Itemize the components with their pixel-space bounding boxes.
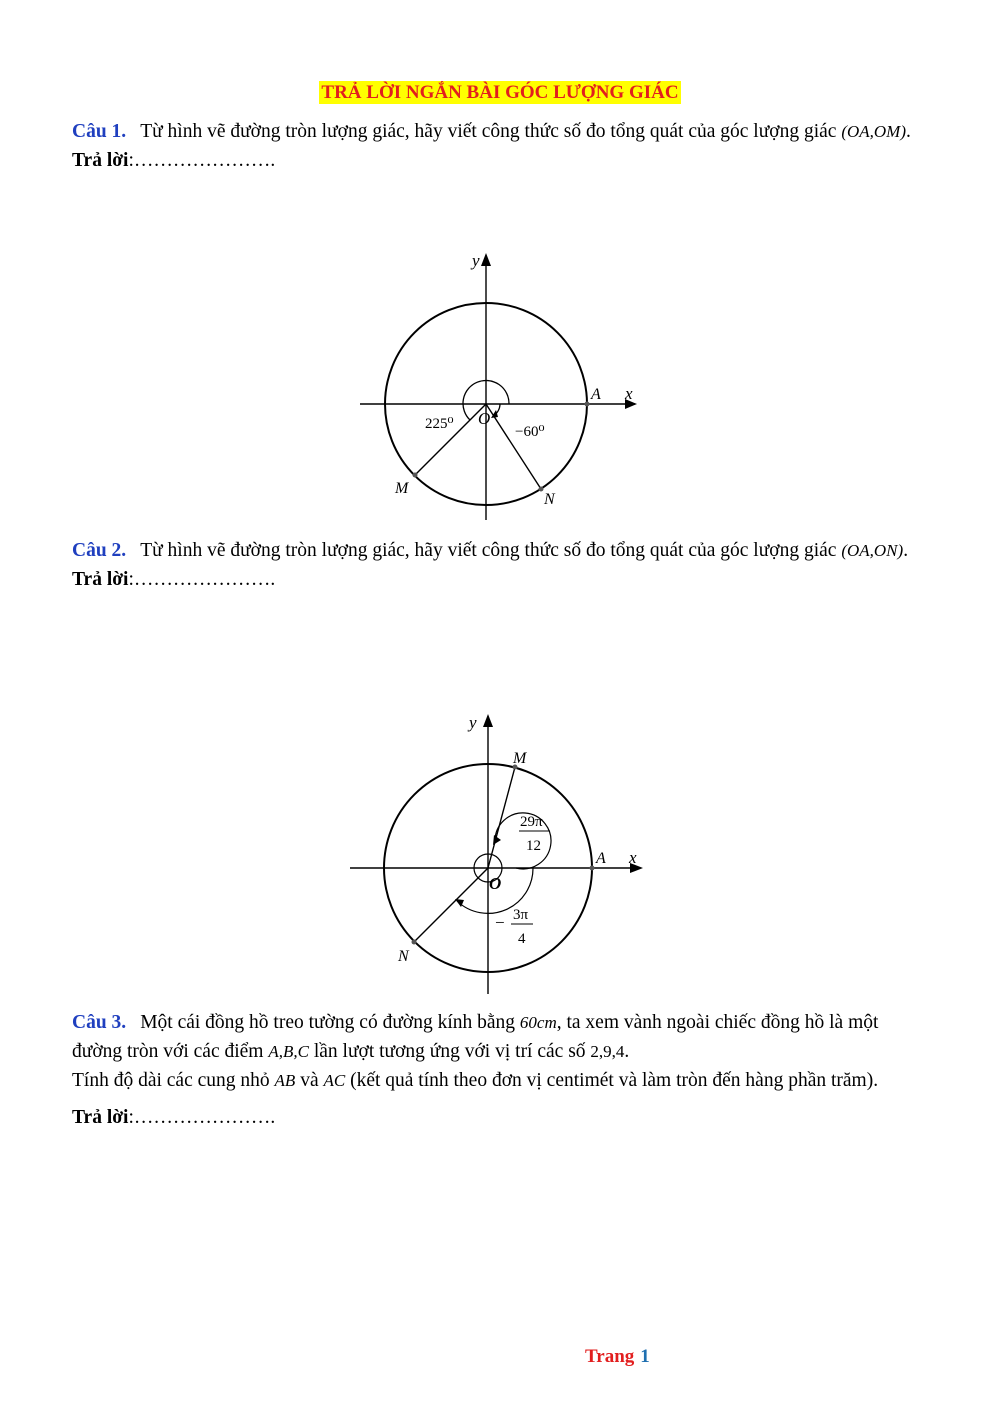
fig2-point-m-label: M <box>513 750 527 767</box>
fig2-origin-label: O <box>489 874 502 893</box>
page-footer <box>585 1346 650 1368</box>
fig1-x-label: x <box>625 384 633 403</box>
footer-page-number: 1 <box>640 1346 650 1367</box>
fig2-radius-m <box>488 767 515 868</box>
footer-page-word: Trang <box>585 1346 635 1367</box>
fig1-y-arrow-icon <box>481 253 491 266</box>
fig2-angle-m-denominator: 12 <box>526 838 541 854</box>
question-3-text: Câu 3. Một cái đồng hồ treo tường có đường kính bằng 60cm, ta xem vành ngoài chiếc đồng hồ là một đường tròn với các điểm A,B,C lần lượt tương ứng với vị trí các số 2,9,4. <box>72 1012 879 1062</box>
fig1-point-a-dot <box>585 402 590 407</box>
figure-2-unit-circle <box>345 708 655 998</box>
question-1-label: Câu 1. <box>72 121 127 142</box>
question-2-text: Câu 2. Từ hình vẽ đường tròn lượng giác, hãy viết công thức số đo tổng quát của góc lượng giác (OA,ON). <box>72 540 909 561</box>
fig1-point-m-label: M <box>395 480 409 497</box>
question-1-text: Câu 1. Từ hình vẽ đường tròn lượng giác, hãy viết công thức số đo tổng quát của góc lượng giác (OA,OM). <box>72 121 911 142</box>
fig2-point-a-label: A <box>596 850 606 867</box>
fig1-point-n-dot <box>539 487 544 492</box>
question-2 <box>72 536 922 594</box>
question-2-answer: Trả lời:…………………. <box>72 569 276 590</box>
fig2-y-arrow-icon <box>483 714 493 727</box>
fig2-point-n-dot <box>412 940 417 945</box>
fig1-y-label: y <box>472 251 480 270</box>
page-title: TRẢ LỜI NGẮN BÀI GÓC LƯỢNG GIÁC <box>321 82 679 103</box>
fig1-radius-m <box>415 404 486 475</box>
question-3 <box>72 1008 922 1132</box>
question-1-math: (OA,OM) <box>841 122 906 141</box>
fig2-angle-n-denominator: 4 <box>518 931 526 947</box>
fig2-angle-n-numerator: 3π <box>513 907 529 923</box>
fig1-point-n-label: N <box>544 491 555 508</box>
fig1-angle-225-label: 225⁰ <box>425 416 454 432</box>
question-3-text-2: Tính độ dài các cung nhỏ AB và AC (kết quả tính theo đơn vị centimét và làm tròn đến hàng phần trăm). <box>72 1070 879 1091</box>
fig1-point-a-label: A <box>591 386 601 403</box>
question-3-label: Câu 3. <box>72 1012 127 1033</box>
fig2-point-a-dot <box>590 866 595 871</box>
fig2-angle-m-numerator: 29π <box>520 814 543 830</box>
question-1-answer: Trả lời:…………………. <box>72 150 276 171</box>
question-2-label: Câu 2. <box>72 540 127 561</box>
figure-1-unit-circle <box>355 248 645 523</box>
fig2-point-n-label: N <box>398 948 409 965</box>
fig1-point-m-dot <box>413 473 418 478</box>
question-2-math: (OA,ON) <box>841 541 904 560</box>
fig1-origin-label: O <box>478 409 491 428</box>
fig2-radius-n <box>414 868 488 942</box>
question-1 <box>72 117 922 175</box>
fig2-x-label: x <box>629 848 637 867</box>
fig2-angle-n-sign: − <box>495 913 505 932</box>
question-3-answer: Trả lời:…………………. <box>72 1107 276 1128</box>
fig1-angle-neg60-label: −60⁰ <box>515 424 545 440</box>
fig2-y-label: y <box>469 713 477 732</box>
